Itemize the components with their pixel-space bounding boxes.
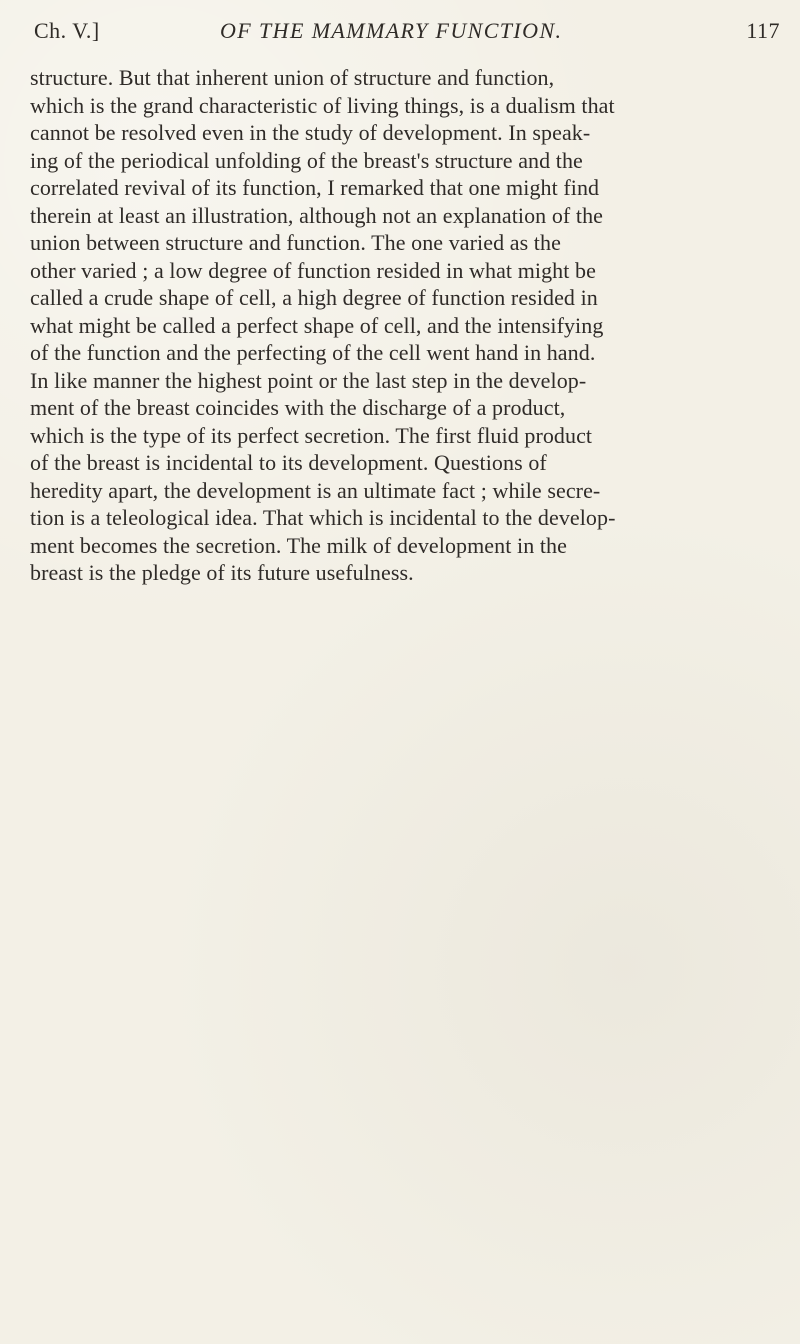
text-line: union between structure and function. The one varied as the xyxy=(30,230,561,255)
running-head xyxy=(30,18,782,52)
text-line: which is the type of its perfect secretion. The first fluid product xyxy=(30,422,593,448)
text-line: tion is a teleological idea. That which is incidental to the develop- xyxy=(30,505,616,530)
text-line: correlated revival of its function, I remarked that one might find xyxy=(30,175,600,200)
page-number: 117 xyxy=(746,18,780,43)
body-text xyxy=(30,64,782,587)
text-line: structure. But that inherent union of structure and function, xyxy=(30,65,555,90)
text-line: ment of the breast coincides with the discharge of a product, xyxy=(30,395,566,420)
page-header-title: OF THE MAMMARY FUNCTION. xyxy=(220,18,563,43)
text-line: In like manner the highest point or the last step in the develop- xyxy=(30,367,587,393)
text-line: ment becomes the secretion. The milk of development in the xyxy=(30,532,567,558)
text-line: what might be called a perfect shape of cell, and the intensifying xyxy=(30,312,604,338)
text-line: of the breast is incidental to its development. Questions of xyxy=(30,450,547,475)
text-line: of the function and the perfecting of the cell went hand in hand. xyxy=(30,340,596,365)
chapter-label: Ch. V.] xyxy=(34,18,100,43)
text-line: heredity apart, the development is an ultimate fact ; while secre- xyxy=(30,477,601,503)
text-line: therein at least an illustration, although not an explanation of the xyxy=(30,202,604,228)
text-line: called a crude shape of cell, a high degree of function resided in xyxy=(30,285,598,310)
text-line: other varied ; a low degree of function resided in what might be xyxy=(30,257,596,283)
text-line: cannot be resolved even in the study of development. In speak- xyxy=(30,120,591,145)
text-line: which is the grand characteristic of living things, is a dualism that xyxy=(30,92,615,118)
text-line: ing of the periodical unfolding of the breast's structure and the xyxy=(30,147,583,173)
text-line: breast is the pledge of its future usefulness. xyxy=(30,560,414,585)
